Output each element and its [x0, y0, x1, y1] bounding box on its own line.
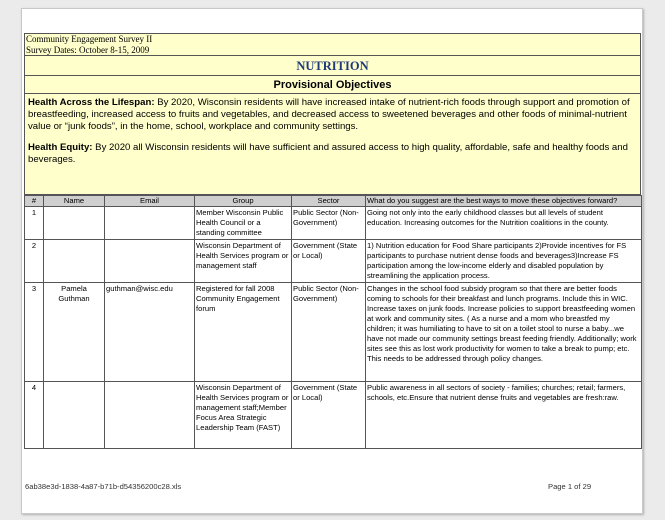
cell-email: [105, 240, 195, 283]
objectives-text: [24, 93, 641, 195]
section-title: NUTRITION: [24, 55, 641, 75]
table-row: [25, 240, 642, 283]
cell-group: Wisconsin Department of Health Services program or management staff;Member Focus Area Strategic Leadership Team (FAST): [195, 382, 292, 449]
cell-name: [44, 240, 105, 283]
objective-equity: [28, 142, 637, 166]
cell-suggestion: 1) Nutrition education for Food Share participants 2)Provide incentives for FS participants to purchase nutrient dense foods and beverages3)Increase FS participation among the low-income elderly and disabled population by streamlining the application process.: [366, 240, 642, 283]
spreadsheet-page: [21, 8, 643, 514]
cell-number: 1: [25, 207, 44, 240]
table-header-row: [25, 196, 642, 207]
cell-name: [44, 382, 105, 449]
objective-equity-label: Health Equity:: [28, 142, 93, 153]
col-header-sector: Sector: [292, 196, 366, 207]
objective-lifespan-text: By 2020, Wisconsin residents will have increased intake of nutrient-rich foods through support and promotion of breastfeeding, increased access to fruits and vegetables, and decreased access to sweetened beverages and other foods of minimal-nutrient value or “junk foods”, in the home, school, workplace and community settings.: [28, 97, 630, 132]
cell-group: Member Wisconsin Public Health Council or a standing committee: [195, 207, 292, 240]
objectives-heading: Provisional Objectives: [24, 75, 641, 93]
cell-suggestion: Going not only into the early childhood classes but all levels of student education. Increasing outcomes for the Nutrition coalitions in the county.: [366, 207, 642, 240]
responses-table: [24, 195, 642, 449]
table-row: [25, 207, 642, 240]
col-header-group: Group: [195, 196, 292, 207]
cell-number: 4: [25, 382, 44, 449]
survey-dates: Survey Dates: October 8-15, 2009: [26, 45, 150, 55]
objective-equity-text: By 2020 all Wisconsin residents will have sufficient and assured access to high quality, affordable, safe and healthy foods and beverages.: [28, 142, 628, 165]
survey-header: [24, 33, 641, 57]
objective-lifespan-label: Health Across the Lifespan:: [28, 97, 155, 108]
cell-email: [105, 207, 195, 240]
cell-name: [44, 207, 105, 240]
cell-sector: Public Sector (Non-Government): [292, 283, 366, 382]
cell-suggestion: Changes in the school food subsidy program so that there are better foods coming to schools for their breakfast and lunch programs. Include this in WIC. Increase taxes on junk foods. Increase policies to support breastfeeding women at work and community sites. ( As a nurse and a mom who breastfed my children; it was humiliating to have to sit on a toilet stool to nurse a baby...we have not made our community settings breast feeding friendly. Additionally; work sites see this as lost work productivity for women to take a break to pump; etc. This needs to be addressed through policy changes.: [366, 283, 642, 382]
cell-group: Registered for fall 2008 Community Engagement forum: [195, 283, 292, 382]
cell-number: 3: [25, 283, 44, 382]
col-header-email: Email: [105, 196, 195, 207]
cell-email: [105, 382, 195, 449]
objective-lifespan: [28, 97, 637, 133]
col-header-name: Name: [44, 196, 105, 207]
cell-number: 2: [25, 240, 44, 283]
col-header-number: #: [25, 196, 44, 207]
footer-filename: 6ab38e3d-1838-4a87-b71b-d54356200c28.xls: [25, 482, 182, 491]
cell-group: Wisconsin Department of Health Services program or management staff: [195, 240, 292, 283]
footer-page-number: Page 1 of 29: [548, 482, 592, 491]
survey-title: Community Engagement Survey II: [26, 34, 153, 44]
cell-name: Pamela Guthman: [44, 283, 105, 382]
cell-suggestion: Public awareness in all sectors of society - families; churches; retail; farmers, schools, etc.Ensure that nutrient dense fruits and vegetables are fresh:raw.: [366, 382, 642, 449]
cell-sector: Public Sector (Non-Government): [292, 207, 366, 240]
col-header-suggestion: What do you suggest are the best ways to move these objectives forward?: [366, 196, 642, 207]
cell-email: guthman@wisc.edu: [105, 283, 195, 382]
cell-sector: Government (State or Local): [292, 382, 366, 449]
cell-sector: Government (State or Local): [292, 240, 366, 283]
table-row: [25, 283, 642, 382]
table-row: [25, 382, 642, 449]
